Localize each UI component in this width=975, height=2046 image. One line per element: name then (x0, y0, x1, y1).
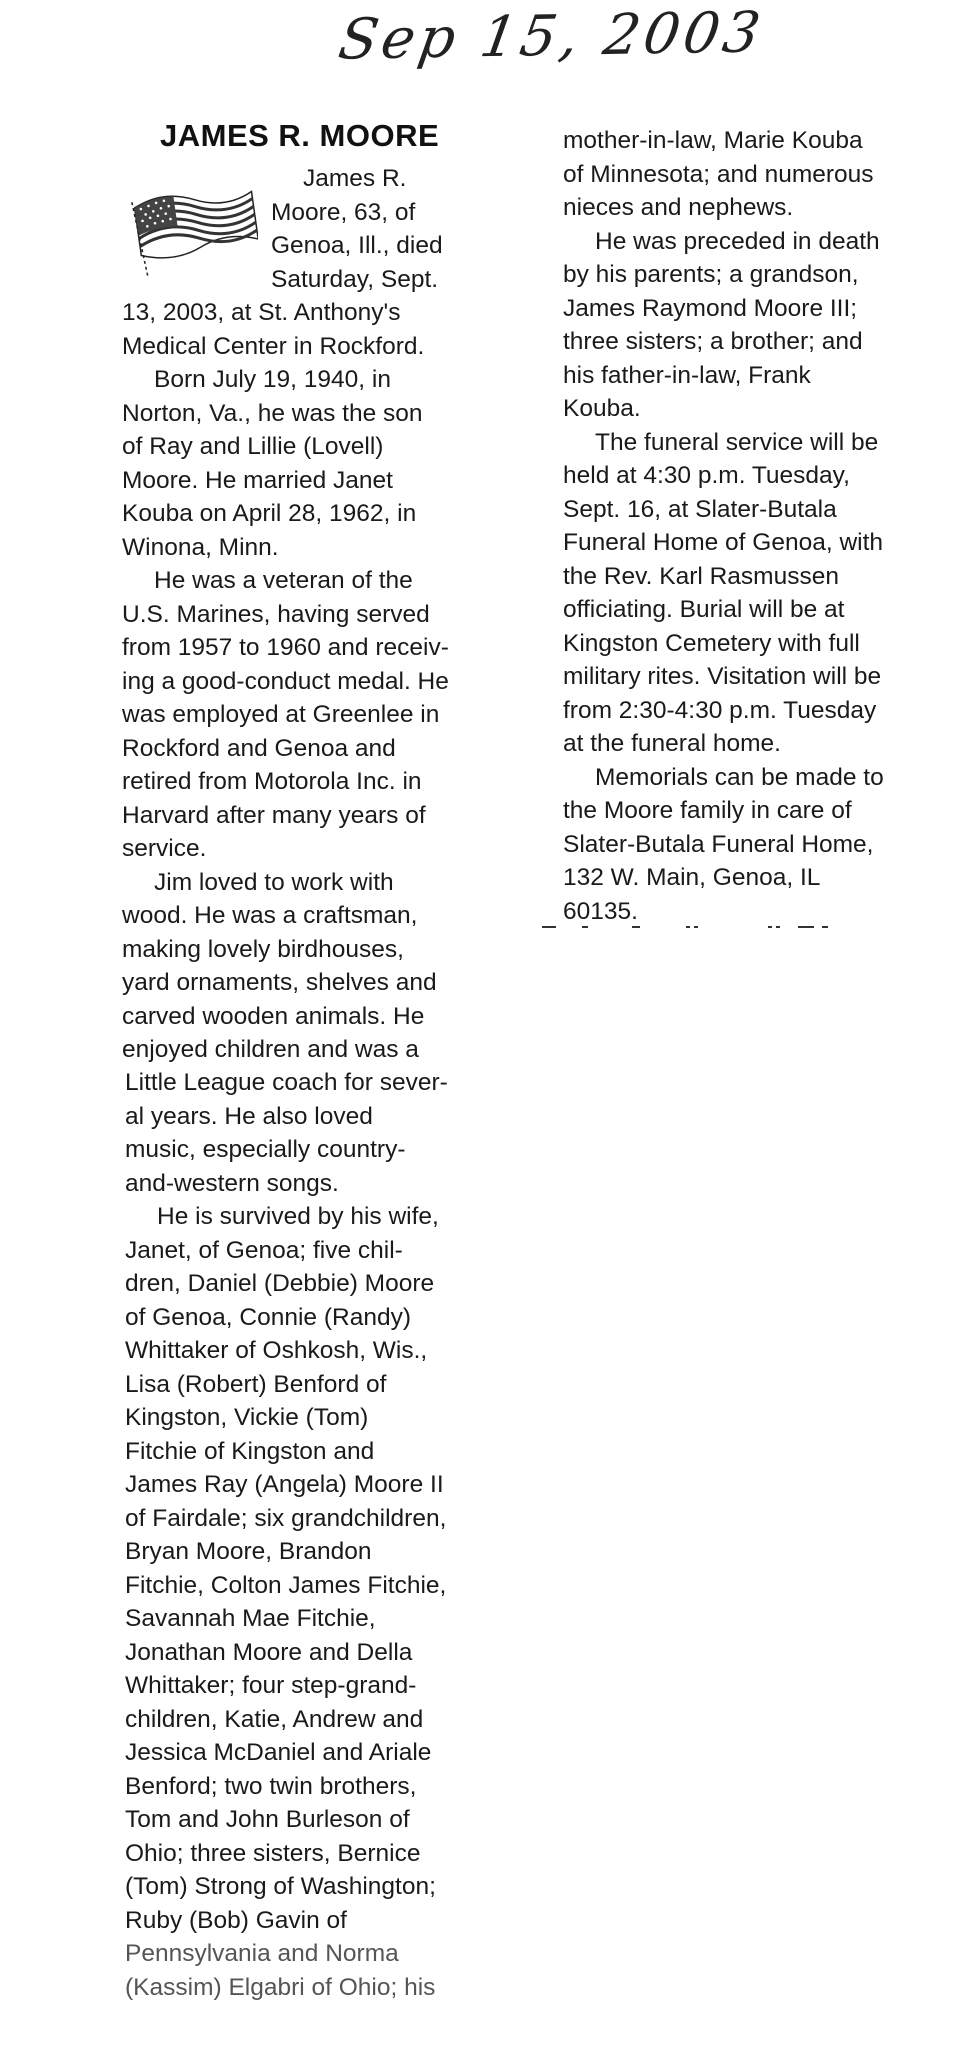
text-line: wood. He was a craftsman, (122, 902, 418, 929)
text-line: Funeral Home of Genoa, with (563, 529, 884, 556)
text-line: Born July 19, 1940, in (154, 366, 391, 393)
text-line: his father-in-law, Frank (563, 361, 811, 389)
text-line: and-western songs. (125, 1169, 339, 1197)
text-line: Kouba. (563, 395, 641, 422)
text-line: from 2:30-4:30 p.m. Tuesday (563, 696, 877, 724)
text-line: Savannah Mae Fitchie, (125, 1605, 376, 1632)
text-line: carved wooden animals. He (122, 1002, 425, 1030)
text-line: U.S. Marines, having served (122, 600, 430, 628)
text-line: He is survived by his wife, (157, 1203, 439, 1230)
text-line: He was a veteran of the (154, 567, 413, 594)
text-line: Genoa, Ill., died (271, 232, 443, 259)
text-line: Jessica McDaniel and Ariale (125, 1739, 432, 1766)
text-line: Tom and John Burleson of (125, 1806, 410, 1833)
text-line: Norton, Va., he was the son (122, 399, 423, 427)
text-line: He was preceded in death (595, 227, 880, 255)
text-line: The funeral service will be (595, 428, 879, 456)
text-line: was employed at Greenlee in (122, 701, 440, 728)
text-line: making lovely birdhouses, (122, 935, 404, 963)
text-line: 13, 2003, at St. Anthony's (122, 299, 401, 326)
text-line: Lisa (Robert) Benford of (125, 1370, 387, 1398)
text-line: James R. (303, 165, 407, 192)
text-line: by his parents; a grandson, (563, 261, 859, 288)
text-line: yard ornaments, shelves and (122, 969, 437, 996)
right-column (563, 124, 884, 928)
text-line: officiating. Burial will be at (563, 596, 845, 623)
text-line: Jonathan Moore and Della (125, 1638, 413, 1666)
text-line: Kouba on April 28, 1962, in (122, 500, 417, 527)
text-line: held at 4:30 p.m. Tuesday, (563, 462, 850, 489)
text-line: Moore, 63, of (271, 198, 416, 226)
left-column-lower (125, 1066, 448, 2004)
text-line: Whittaker; four step-grand- (125, 1672, 417, 1699)
text-line: Slater-Butala Funeral Home, (563, 830, 874, 858)
text-line: 60135. (563, 897, 638, 925)
text-line: Pennsylvania and Norma (125, 1940, 399, 1967)
text-line: three sisters; a brother; and (563, 328, 863, 355)
text-line: Saturday, Sept. (271, 265, 439, 293)
text-line: ing a good-conduct medal. He (122, 667, 449, 695)
obituary-intro-wrap (271, 162, 443, 296)
text-line: (Kassim) Elgabri of Ohio; his (125, 1973, 436, 2001)
text-line: Ruby (Bob) Gavin of (125, 1906, 347, 1934)
text-line: nieces and nephews. (563, 194, 794, 221)
text-line: Janet, of Genoa; five chil- (125, 1236, 403, 1264)
handwritten-date: Sep 15, 2003 (334, 0, 769, 73)
text-line: military rites. Visitation will be (563, 663, 882, 690)
text-line: al years. He also loved (125, 1102, 373, 1130)
text-line: (Tom) Strong of Washington; (125, 1873, 436, 1900)
text-line: of Fairdale; six grandchildren, (125, 1504, 447, 1532)
text-line: Moore. He married Janet (122, 466, 393, 494)
text-line: Ohio; three sisters, Bernice (125, 1839, 421, 1867)
text-line: Medical Center in Rockford. (122, 332, 425, 360)
text-line: Kingston Cemetery with full (563, 629, 860, 657)
text-line: retired from Motorola Inc. in (122, 768, 422, 795)
text-line: Sept. 16, at Slater-Butala (563, 495, 837, 523)
text-line: enjoyed children and was a (122, 1036, 419, 1063)
text-line: Whittaker of Oshkosh, Wis., (125, 1337, 428, 1364)
text-line: from 1957 to 1960 and receiv- (122, 634, 449, 661)
text-line: Kingston, Vickie (Tom) (125, 1404, 369, 1431)
clipped-text-remnant (536, 924, 896, 930)
text-line: Memorials can be made to (595, 763, 884, 791)
text-line: mother-in-law, Marie Kouba (563, 127, 863, 154)
obituary-title: JAMES R. MOORE (160, 118, 440, 153)
text-line: music, especially country- (125, 1136, 406, 1163)
text-line: of Ray and Lillie (Lovell) (122, 433, 384, 460)
text-line: James Ray (Angela) Moore II (125, 1471, 444, 1498)
text-line: at the funeral home. (563, 730, 781, 757)
text-line: Harvard after many years of (122, 801, 426, 829)
text-line: the Rev. Karl Rasmussen (563, 562, 839, 590)
text-line: Winona, Minn. (122, 533, 279, 561)
text-line: of Minnesota; and numerous (563, 160, 874, 188)
text-line: children, Katie, Andrew and (125, 1705, 424, 1733)
text-line: the Moore family in care of (563, 797, 852, 824)
text-line: Jim loved to work with (154, 868, 394, 896)
text-line: of Genoa, Connie (Randy) (125, 1303, 411, 1331)
text-line: James Raymond Moore III; (563, 294, 858, 322)
text-line: Benford; two twin brothers, (125, 1772, 417, 1800)
text-line: Bryan Moore, Brandon (125, 1538, 372, 1565)
left-column-upper (122, 296, 449, 1067)
text-line: Fitchie of Kingston and (125, 1437, 375, 1465)
text-line: Fitchie, Colton James Fitchie, (125, 1571, 447, 1599)
text-line: 132 W. Main, Genoa, IL (563, 864, 821, 891)
text-line: service. (122, 835, 207, 862)
text-line: Little League coach for sever- (125, 1069, 448, 1096)
text-line: dren, Daniel (Debbie) Moore (125, 1270, 435, 1297)
text-line: Rockford and Genoa and (122, 734, 396, 762)
american-flag-icon (128, 178, 258, 278)
